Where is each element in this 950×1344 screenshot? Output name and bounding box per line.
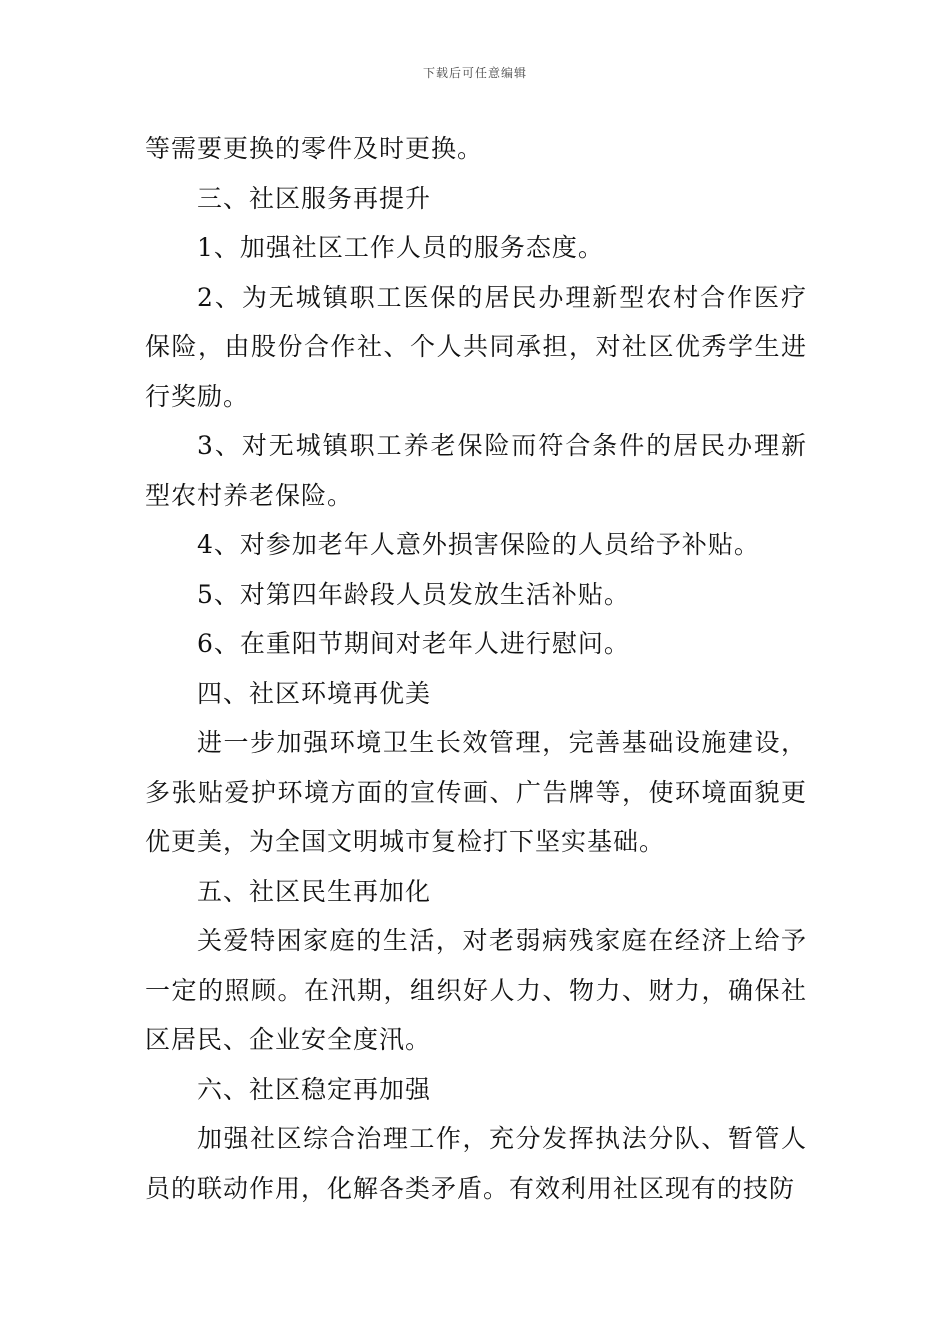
page-header-note: 下载后可任意编辑 bbox=[422, 66, 527, 80]
section-heading-4: 四、社区环境再优美 bbox=[197, 678, 432, 708]
document-body bbox=[145, 124, 807, 1213]
paragraph-stability: 加强社区综合治理工作，充分发挥执法分队、暂管人员的联动作用，化解各类矛盾。有效利用社区现有的技防 bbox=[145, 1124, 807, 1203]
list-item-6: 6、在重阳节期间对老年人进行慰问。 bbox=[197, 629, 630, 658]
section-heading-3: 三、社区服务再提升 bbox=[197, 183, 432, 213]
list-item-5: 5、对第四年龄段人员发放生活补贴。 bbox=[197, 579, 630, 609]
paragraph-environment: 进一步加强环境卫生长效管理，完善基础设施建设，多张贴爱护环境方面的宣传画、广告牌等，使环境面貌更优更美，为全国文明城市复检打下坚实基础。 bbox=[145, 728, 807, 856]
paragraph-livelihood: 关爱特困家庭的生活，对老弱病残家庭在经济上给予一定的照顾。在汛期，组织好人力、物力、财力，确保社区居民、企业安全度汛。 bbox=[145, 926, 807, 1054]
list-item-1: 1、加强社区工作人员的服务态度。 bbox=[197, 233, 604, 262]
list-item-2: 2、为无城镇职工医保的居民办理新型农村合作医疗保险，由股份合作社、个人共同承担，对社区优秀学生进行奖励。 bbox=[145, 282, 807, 411]
section-heading-6: 六、社区稳定再加强 bbox=[197, 1074, 432, 1104]
section-heading-5: 五、社区民生再加化 bbox=[197, 876, 432, 906]
list-item-4: 4、对参加老年人意外损害保险的人员给予补贴。 bbox=[197, 530, 760, 559]
list-item-3: 3、对无城镇职工养老保险而符合条件的居民办理新型农村养老保险。 bbox=[145, 431, 807, 510]
paragraph-continuation: 等需要更换的零件及时更换。 bbox=[145, 134, 484, 163]
